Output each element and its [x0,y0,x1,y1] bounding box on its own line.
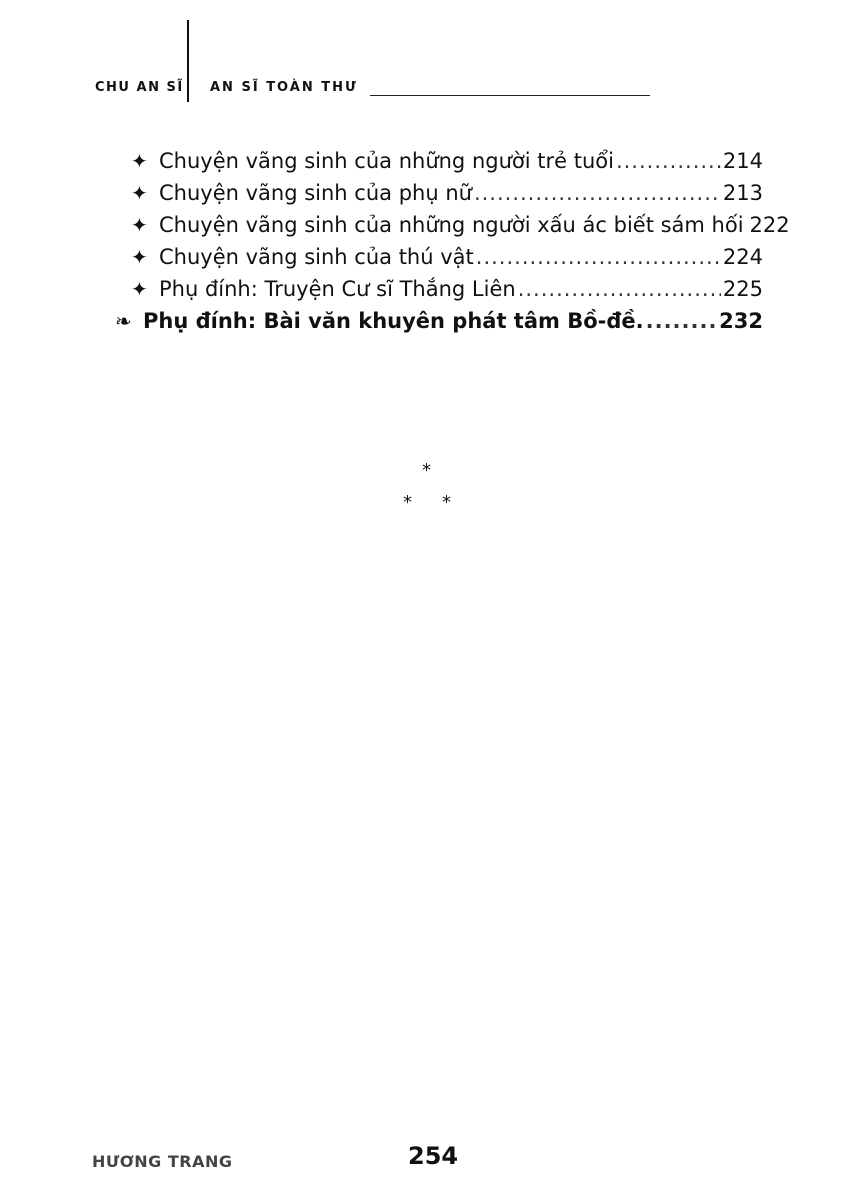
toc-entry-page: 214 [722,149,763,173]
toc-entry[interactable] [115,177,763,209]
toc-entry-title: Chuyện vãng sinh của những người trẻ tuổi [159,149,614,173]
toc-major-entry[interactable] [115,305,763,337]
table-of-contents [115,145,790,337]
dot-leader [646,305,718,337]
dot-leader [474,177,721,209]
header-book-title: AN SĨ TOÀN THƯ [210,80,358,95]
toc-entry[interactable] [115,209,790,241]
header-divider [187,20,189,102]
toc-entry-title: Phụ đính: Truyện Cư sĩ Thắng Liên [159,277,516,301]
dot-leader [476,241,721,273]
section-separator [0,460,852,520]
toc-entry[interactable] [115,273,763,305]
dot-leader [518,273,721,305]
star-bullet-icon: ✦ [131,277,148,301]
toc-entry-title: Chuyện vãng sinh của những người xấu ác biết sám hối [159,213,744,237]
header-author: CHU AN SĨ [95,80,184,95]
star-bullet-icon: ✦ [131,181,148,205]
toc-major-page: 232 [719,309,763,333]
star-bullet-icon: ✦ [131,213,148,237]
toc-major-title: Phụ đính: Bài văn khuyên phát tâm Bồ-đề. [143,309,644,333]
page-header [0,0,852,110]
asterisk-icon: * [422,460,431,481]
publisher-logo: HƯƠNG TRANG [92,1152,233,1171]
toc-entry-title: Chuyện vãng sinh của thú vật [159,245,474,269]
toc-entry-title: Chuyện vãng sinh của phụ nữ [159,181,472,205]
dot-leader [616,145,721,177]
toc-entry-page: 222 [749,213,790,237]
star-bullet-icon: ✦ [131,245,148,269]
toc-entry-page: 225 [722,277,763,301]
asterisk-icon: * [442,492,451,513]
floral-bullet-icon: ❧ [115,309,132,333]
toc-entry[interactable] [115,145,763,177]
asterisk-icon: * [403,492,412,513]
toc-entry-page: 213 [722,181,763,205]
toc-entry[interactable] [115,241,763,273]
toc-entry-page: 224 [722,245,763,269]
star-bullet-icon: ✦ [131,149,148,173]
page-number: 254 [408,1142,459,1170]
header-rule [370,95,650,96]
